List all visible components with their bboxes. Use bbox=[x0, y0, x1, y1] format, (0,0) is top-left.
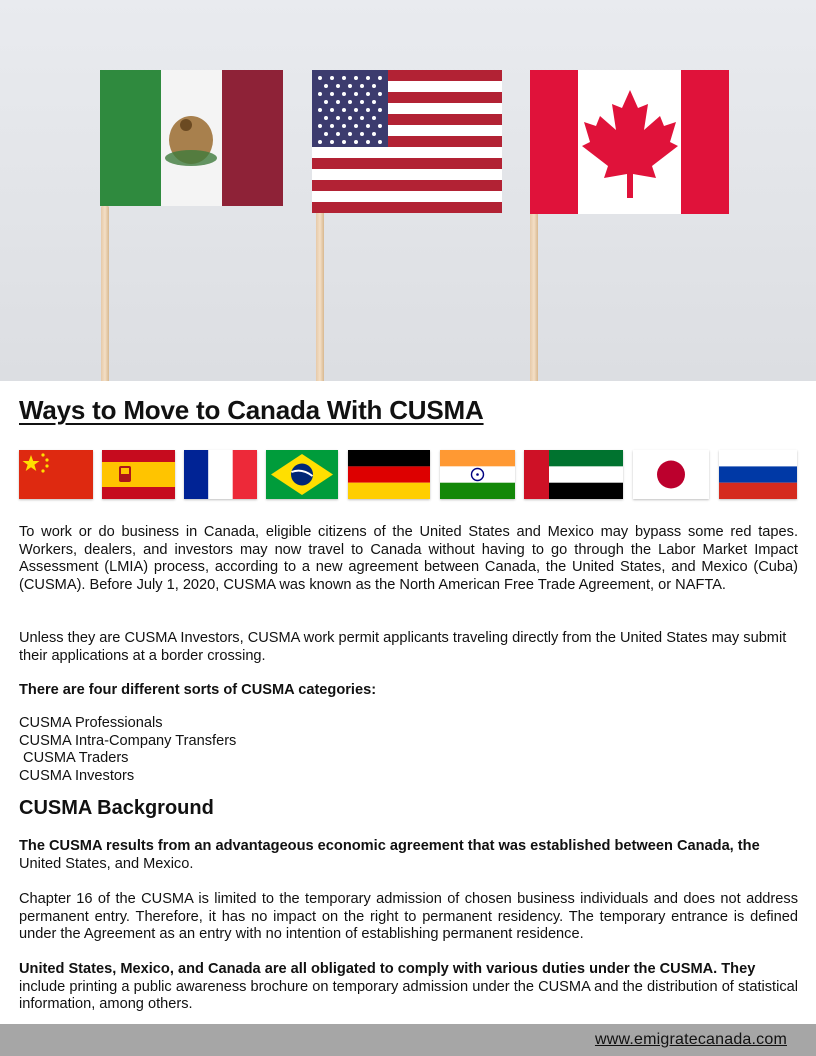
list-item: CUSMA Professionals bbox=[19, 715, 163, 731]
flag-pole bbox=[530, 212, 538, 381]
border-crossing-paragraph: Unless they are CUSMA Investors, CUSMA work permit applicants traveling directly from the United States may submit their applications at a border crossing. bbox=[19, 630, 787, 664]
list-item: CUSMA Investors bbox=[19, 767, 135, 784]
canada-flag-icon bbox=[530, 70, 729, 214]
section-heading: CUSMA Background bbox=[19, 797, 214, 819]
background-paragraph-3 bbox=[19, 961, 798, 1014]
flag-pole bbox=[101, 205, 109, 381]
categories-heading: There are four different sorts of CUSMA categories: bbox=[19, 682, 377, 698]
russia-flag-icon bbox=[719, 450, 797, 499]
france-flag-icon bbox=[184, 450, 257, 499]
footer-bar bbox=[0, 1024, 816, 1056]
spain-flag-icon bbox=[102, 450, 175, 499]
sentence-continuation: include printing a public awareness brochure on temporary admission under the CUSMA and the distribution of statistical information, among others. bbox=[19, 978, 798, 1012]
india-flag-icon bbox=[440, 450, 515, 499]
mexico-flag-icon bbox=[100, 70, 283, 206]
bold-sentence: The CUSMA results from an advantageous economic agreement that was established between Canada, the bbox=[19, 838, 760, 854]
brazil-flag-icon bbox=[266, 450, 338, 499]
background-paragraph-2: Chapter 16 of the CUSMA is limited to the temporary admission of chosen business individuals and does not address permanent entry. Therefore, it has no impact on the right to permanent residency. The temporary entrance is defined under the Agreement as an entry with no intention of establishing permanent residence. bbox=[19, 891, 798, 942]
usa-flag-icon bbox=[312, 70, 502, 213]
background-paragraph-1 bbox=[19, 838, 798, 873]
flag-row bbox=[19, 450, 799, 500]
list-item: CUSMA Traders bbox=[19, 750, 129, 766]
japan-flag-icon bbox=[633, 450, 709, 499]
list-item: CUSMA Intra-Company Transfers bbox=[19, 732, 237, 749]
intro-paragraph: To work or do business in Canada, eligible citizens of the United States and Mexico may bypass some red tapes. Workers, dealers, and investors may now travel to Canada without having to go through the Labor Market Impact Assessment (LMIA) process, according to a new agreement between Canada, the United States, and Mexico (Cuba) (CUSMA). Before July 1, 2020, CUSMA was known as the North American Free Trade Agreement, or NAFTA. bbox=[19, 524, 798, 593]
uae-flag-icon bbox=[524, 450, 623, 499]
germany-flag-icon bbox=[348, 450, 430, 499]
page-title: Ways to Move to Canada With CUSMA bbox=[19, 395, 484, 425]
categories-list bbox=[19, 715, 798, 785]
sentence-continuation: United States, and Mexico. bbox=[19, 855, 194, 872]
flag-pole bbox=[316, 210, 324, 381]
website-link[interactable]: www.emigratecanada.com bbox=[594, 1031, 787, 1048]
hero-photo bbox=[0, 0, 816, 381]
china-flag-icon bbox=[19, 450, 93, 499]
bold-sentence: United States, Mexico, and Canada are all obligated to comply with various duties under the CUSMA. They bbox=[19, 961, 756, 977]
